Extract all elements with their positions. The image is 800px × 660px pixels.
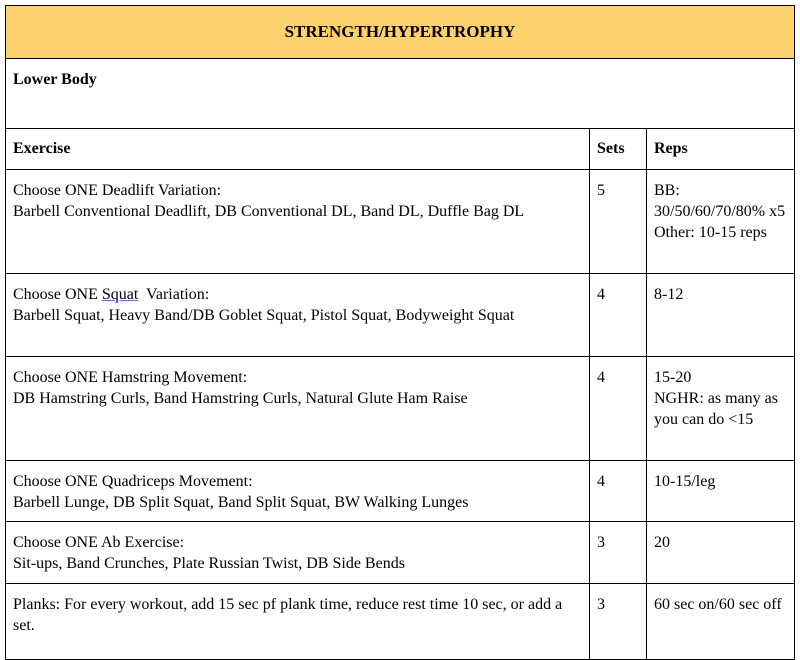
reps-cell [647, 461, 795, 522]
reps-line: 10-15/leg [654, 473, 716, 490]
sets-cell: 4 [590, 461, 647, 522]
table-row-hamstring [6, 357, 795, 461]
spellcheck-underlined-word: Squat [101, 286, 139, 303]
reps-cell [647, 170, 795, 274]
exercise-options: Barbell Lunge, DB Split Squat, Band Split Squat, BW Walking Lunges [13, 494, 469, 511]
reps-cell [647, 584, 795, 660]
sets-cell: 5 [590, 170, 647, 274]
exercise-heading: Choose ONE Ab Exercise: [13, 534, 185, 551]
exercise-cell [6, 522, 590, 584]
exercise-options: DB Hamstring Curls, Band Hamstring Curls, Natural Glute Ham Raise [13, 390, 468, 407]
exercise-options: Sit-ups, Band Crunches, Plate Russian Twist, DB Side Bends [13, 555, 405, 572]
sets-cell: 3 [590, 522, 647, 584]
header-row [6, 129, 795, 170]
reps-line: 60 sec on/60 sec off [654, 596, 782, 613]
exercise-heading: Planks: For every workout, add 15 sec pf plank time, reduce rest time 10 sec, or add a set. [13, 596, 563, 634]
reps-line: 20 [654, 534, 670, 551]
exercise-heading [13, 284, 582, 305]
reps-cell [647, 522, 795, 584]
sets-cell: 3 [590, 584, 647, 660]
reps-line: BB: 30/50/60/70/80% x5 [654, 182, 786, 220]
exercise-heading: Choose ONE Hamstring Movement: [13, 369, 248, 386]
exercise-heading: Choose ONE Quadriceps Movement: [13, 473, 253, 490]
exercise-cell [6, 461, 590, 522]
exercise-options: Barbell Conventional Deadlift, DB Conventional DL, Band DL, Duffle Bag DL [13, 203, 525, 220]
column-header-exercise: Exercise [6, 129, 590, 170]
table-row-ab [6, 522, 795, 584]
exercise-cell [6, 584, 590, 660]
reps-line: Other: 10-15 reps [654, 224, 767, 241]
table-row-quadriceps [6, 461, 795, 522]
reps-line: 15-20 [654, 369, 692, 386]
exercise-options: Barbell Squat, Heavy Band/DB Goblet Squat, Pistol Squat, Bodyweight Squat [13, 307, 515, 324]
table-row-deadlift [6, 170, 795, 274]
reps-cell [647, 274, 795, 357]
column-header-reps: Reps [647, 129, 795, 170]
heading-suffix: Variation: [138, 286, 210, 303]
section-label: Lower Body [6, 59, 795, 129]
sets-cell: 4 [590, 357, 647, 461]
reps-cell [647, 357, 795, 461]
exercise-heading: Choose ONE Deadlift Variation: [13, 182, 222, 199]
sets-cell: 4 [590, 274, 647, 357]
table-row-planks [6, 584, 795, 660]
exercise-cell [6, 357, 590, 461]
heading-prefix: Choose ONE [13, 286, 102, 303]
column-header-sets: Sets [590, 129, 647, 170]
workout-table [5, 5, 795, 660]
exercise-cell [6, 274, 590, 357]
title-row [6, 6, 795, 59]
table-title: STRENGTH/HYPERTROPHY [6, 6, 795, 59]
table-row-squat [6, 274, 795, 357]
section-row [6, 59, 795, 129]
exercise-cell [6, 170, 590, 274]
reps-line: NGHR: as many as you can do <15 [654, 390, 778, 428]
reps-line: 8-12 [654, 286, 684, 303]
